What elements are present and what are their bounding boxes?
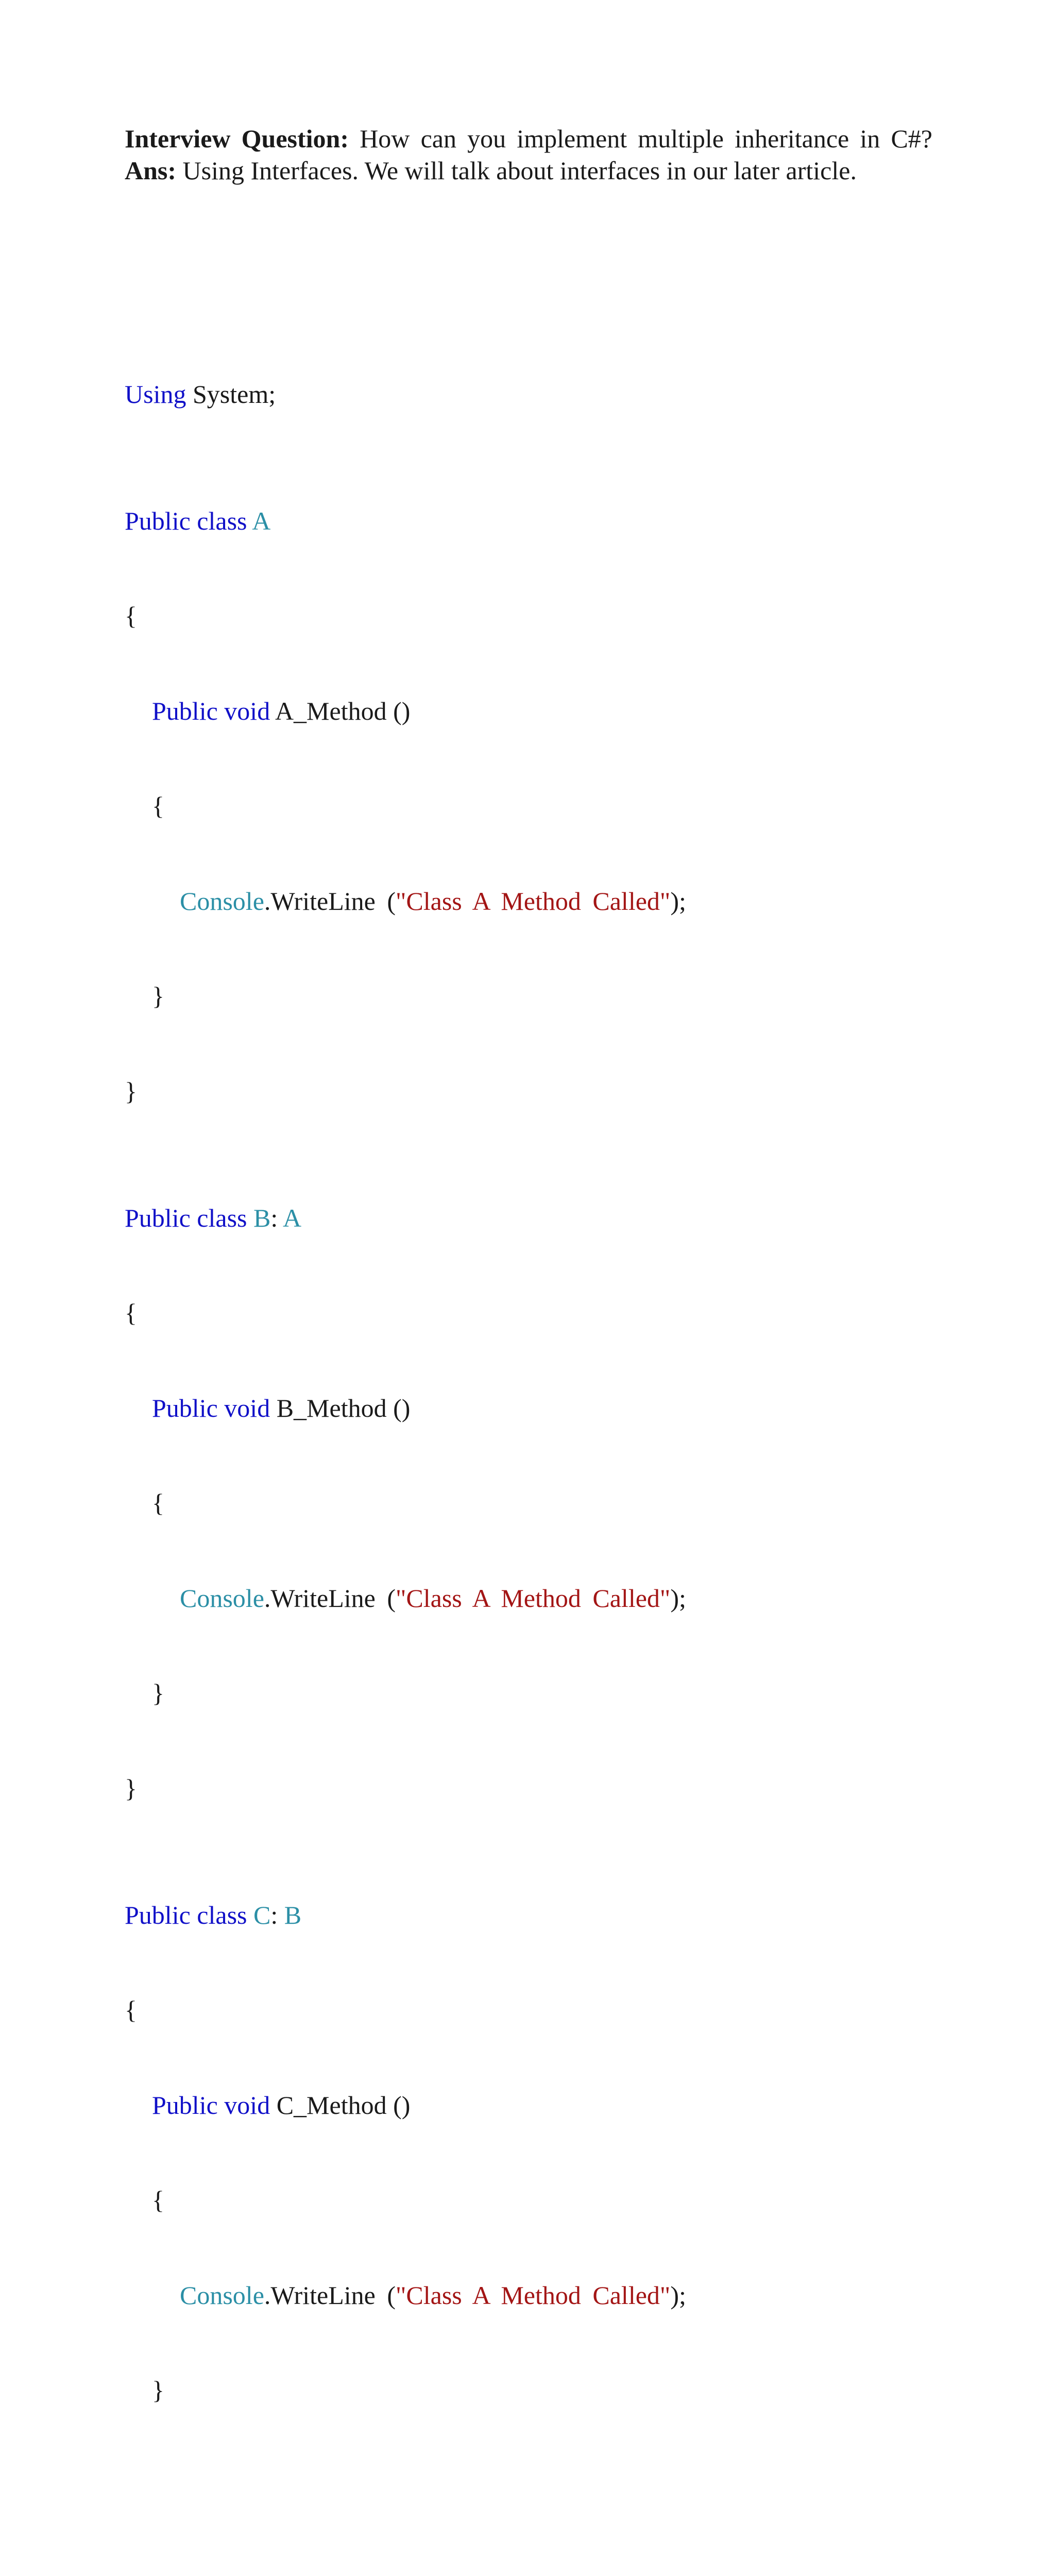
keyword: Public — [152, 696, 218, 725]
code-line-c-method — [125, 2090, 686, 2122]
base-class-name: B — [284, 1900, 302, 1929]
method-call: .WriteLine ( — [264, 2280, 396, 2310]
method-signature: C_Method () — [276, 2090, 411, 2120]
code-line-class-c — [125, 1900, 686, 1931]
method-call: .WriteLine ( — [264, 886, 396, 916]
close-brace: } — [125, 1773, 137, 1803]
method-signature: B_Method () — [276, 1393, 411, 1422]
keyword: void — [224, 2090, 270, 2120]
keyword: Public — [152, 1393, 218, 1422]
open-brace: { — [125, 601, 137, 630]
call-end: ); — [670, 2280, 686, 2310]
class-name: A — [252, 506, 271, 535]
namespace: System; — [192, 379, 276, 409]
open-brace: { — [152, 791, 164, 820]
open-brace: { — [125, 1995, 137, 2024]
open-brace: { — [152, 1488, 164, 1517]
code-line-using — [125, 379, 686, 411]
type-name: Console — [180, 2280, 264, 2310]
blank-line — [125, 2501, 686, 2533]
call-end: ); — [670, 886, 686, 916]
keyword: Public — [152, 2090, 218, 2120]
code-block — [125, 283, 686, 2576]
close-brace: } — [152, 981, 164, 1010]
code-line-writeline — [125, 2280, 686, 2312]
colon: : — [270, 1203, 278, 1232]
code-line-writeline — [125, 886, 686, 918]
keyword: class — [197, 1203, 247, 1232]
keyword: Public — [125, 1900, 191, 1929]
code-line-b-method — [125, 1393, 686, 1425]
open-brace: { — [152, 2185, 164, 2214]
string-literal: "Class A Method Called" — [396, 2280, 671, 2310]
call-end: ); — [670, 1583, 686, 1613]
class-name: B — [253, 1203, 271, 1232]
type-name: Console — [180, 1583, 264, 1613]
answer-text: Using Interfaces. We will talk about interfaces in our later article. — [182, 156, 857, 185]
code-line-class-a — [125, 505, 686, 537]
keyword: class — [197, 506, 247, 535]
keyword: Public — [125, 1203, 191, 1232]
class-name: C — [253, 1900, 271, 1929]
close-brace: } — [125, 1076, 137, 1106]
question-label: Interview Question: — [125, 124, 349, 153]
close-brace: } — [152, 1679, 164, 1707]
open-brace: { — [125, 1298, 137, 1327]
close-brace: } — [152, 2376, 164, 2404]
type-name: Console — [180, 886, 264, 916]
question-text: How can you implement multiple inheritance in C#? — [360, 124, 933, 153]
keyword: Public — [125, 506, 191, 535]
code-line-writeline — [125, 1583, 686, 1615]
intro-paragraph — [125, 123, 932, 187]
keyword: class — [197, 1900, 247, 1929]
code-line-a-method — [125, 696, 686, 727]
keyword: Using — [125, 379, 186, 409]
colon: : — [270, 1900, 278, 1929]
code-line-class-b — [125, 1202, 686, 1234]
base-class-name: A — [283, 1203, 302, 1232]
keyword: void — [224, 1393, 270, 1422]
answer-label: Ans: — [125, 156, 177, 185]
method-signature: A_Method () — [275, 696, 411, 725]
keyword: void — [224, 696, 270, 725]
string-literal: "Class A Method Called" — [396, 886, 671, 916]
string-literal: "Class A Method Called" — [396, 1583, 671, 1613]
method-call: .WriteLine ( — [264, 1583, 396, 1613]
